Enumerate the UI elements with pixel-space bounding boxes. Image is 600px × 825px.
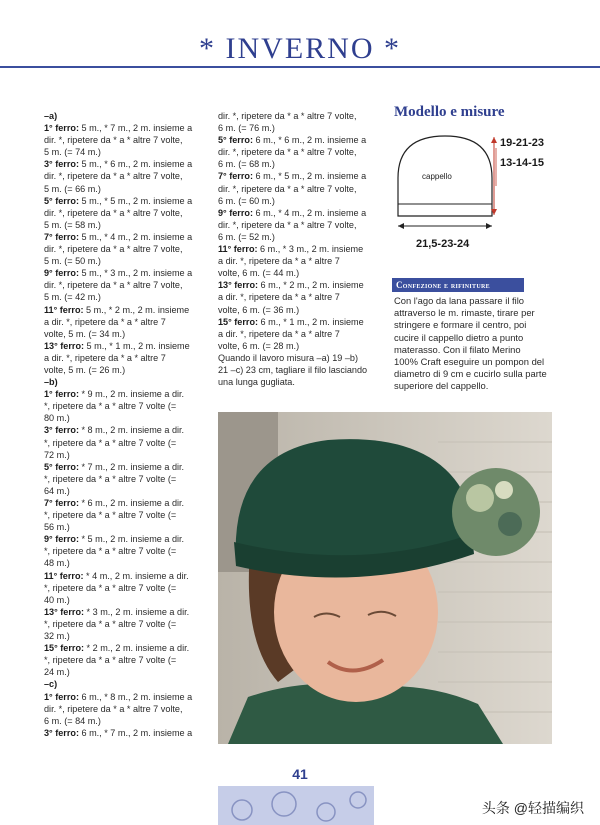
row-label: 13° ferro: — [218, 280, 259, 291]
confezione-line: 100% Craft eseguire un pompon del — [394, 356, 545, 368]
instruction-line — [44, 316, 204, 328]
row-text: 5 m., * 2 m., 2 m. insieme — [83, 304, 190, 315]
instruction-line — [44, 691, 204, 703]
instruction-line — [218, 195, 378, 207]
row-label: 13° ferro: — [44, 606, 85, 617]
instruction-line — [44, 183, 204, 195]
instruction-line — [218, 134, 378, 146]
row-label: 5° ferro: — [218, 135, 253, 146]
instruction-line — [218, 267, 378, 279]
row-text: 5 m., * 4 m., 2 m. insieme a — [78, 231, 193, 242]
row-label: 13° ferro: — [44, 340, 85, 351]
height-arrow-top-head — [491, 137, 497, 143]
row-text: una lunga gugliata. — [218, 377, 295, 388]
row-label: 5° ferro: — [44, 195, 79, 206]
row-text: 24 m.) — [44, 667, 70, 678]
instruction-line — [218, 376, 378, 388]
confezione-line: diametro di 9 cm e cucirlo sulla parte — [394, 368, 547, 380]
row-label: 9° ferro: — [44, 268, 79, 279]
row-text: dir. *, ripetere da * a * altre 7 volte, — [218, 147, 357, 158]
instruction-line — [44, 231, 204, 243]
row-text: * 9 m., 2 m. insieme a dir. — [78, 389, 185, 400]
row-label: 9° ferro: — [44, 534, 79, 545]
row-text: 5 m., * 3 m., 2 m. insieme a — [78, 268, 193, 279]
confezione-line: Con l'ago da lana passare il filo — [394, 295, 524, 306]
row-text: Quando il lavoro misura –a) 19 –b) — [218, 352, 359, 363]
row-text: –c) — [44, 679, 58, 690]
row-text: 6 m., * 6 m., 2 m. insieme a — [252, 135, 367, 146]
row-label: 3° ferro: — [44, 159, 79, 170]
instruction-line — [44, 122, 204, 134]
confezione-line: stringere e formare il centro, poi — [394, 319, 527, 331]
instruction-line — [44, 388, 204, 400]
row-text: 6 m., * 1 m., 2 m. insieme — [258, 316, 364, 327]
row-text: *, ripetere da * a * altre 7 volte (= — [44, 618, 177, 629]
row-text: dir. *, ripetere da * a * altre 7 volte, — [218, 111, 357, 121]
instruction-line — [44, 618, 204, 630]
row-text: a dir. *, ripetere da * a * altre 7 — [218, 256, 340, 267]
row-text: volte, 5 m. (= 26 m.) — [44, 364, 126, 375]
row-text: *, ripetere da * a * altre 7 volte (= — [44, 401, 177, 412]
row-text: dir. *, ripetere da * a * altre 7 volte, — [44, 280, 183, 291]
row-text: * 6 m., 2 m. insieme a dir. — [78, 498, 185, 508]
row-text: 6 m. (= 60 m.) — [218, 195, 275, 206]
instruction-line — [44, 461, 204, 473]
instruction-line — [44, 243, 204, 255]
confezione-line: cucire il cappello dietro a punto — [394, 331, 524, 343]
instruction-line — [218, 364, 378, 376]
instruction-line — [44, 424, 204, 436]
instruction-line — [44, 364, 204, 376]
row-text: *, ripetere da * a * altre 7 volte (= — [44, 437, 177, 448]
row-text: * 4 m., 2 m. insieme a dir. — [83, 570, 189, 581]
instruction-line — [44, 400, 204, 412]
instruction-line — [44, 352, 204, 364]
instruction-line — [44, 340, 204, 352]
instruction-line — [44, 557, 204, 569]
instruction-line — [44, 727, 204, 739]
instruction-line — [218, 110, 378, 122]
instruction-line — [44, 485, 204, 497]
instruction-line — [44, 521, 204, 533]
instruction-line — [44, 666, 204, 678]
instruction-line — [44, 642, 204, 654]
instruction-line — [218, 207, 378, 219]
instruction-line — [44, 473, 204, 485]
row-text: 6 m. (= 84 m.) — [44, 715, 101, 726]
header-divider — [0, 66, 600, 68]
row-text: 6 m., * 2 m., 2 m. insieme — [258, 280, 364, 291]
row-text: a dir. *, ripetere da * a * altre 7 — [44, 352, 166, 363]
instruction-line — [44, 678, 204, 690]
row-text: –b) — [44, 377, 58, 388]
row-text: 6 m., * 7 m., 2 m. insieme a — [78, 727, 193, 738]
instruction-line — [44, 195, 204, 207]
row-text: volte, 6 m. (= 28 m.) — [218, 340, 300, 351]
confezione-text — [394, 295, 556, 393]
instruction-line — [218, 304, 378, 316]
row-text: * 3 m., 2 m. insieme a dir. — [84, 606, 190, 617]
row-text: 5 m. (= 50 m.) — [44, 256, 101, 267]
page-number: 41 — [292, 766, 308, 782]
width-arrow-left-head — [398, 223, 404, 229]
row-text: 5 m. (= 74 m.) — [44, 147, 101, 158]
row-text: 5 m. (= 66 m.) — [44, 183, 101, 194]
instruction-line — [44, 304, 204, 316]
row-text: dir. *, ripetere da * a * altre 7 volte, — [44, 207, 183, 218]
row-text: 48 m.) — [44, 558, 70, 569]
instruction-line — [44, 630, 204, 642]
footer-pattern — [218, 786, 374, 825]
row-text: 6 m. (= 76 m.) — [218, 123, 275, 134]
row-label: 7° ferro: — [44, 231, 79, 242]
confezione-heading: Confezione e rifiniture — [392, 278, 524, 292]
row-text: volte, 6 m. (= 44 m.) — [218, 268, 300, 279]
row-text: 5 m. (= 58 m.) — [44, 219, 101, 230]
instruction-line — [44, 219, 204, 231]
instruction-line — [218, 291, 378, 303]
row-text: * 7 m., 2 m. insieme a dir. — [78, 461, 185, 472]
row-text: 21 –c) 23 cm, tagliare il filo lasciando — [218, 364, 368, 375]
instructions-column-2 — [218, 110, 378, 388]
instruction-line — [44, 654, 204, 666]
instructions-column-1 — [44, 110, 204, 739]
footer-decoration — [218, 786, 374, 825]
row-text: dir. *, ripetere da * a * altre 7 volte, — [218, 183, 357, 194]
instruction-line — [44, 146, 204, 158]
row-text: *, ripetere da * a * altre 7 volte (= — [44, 582, 177, 593]
row-label: 3° ferro: — [44, 425, 79, 436]
instruction-line — [44, 545, 204, 557]
instruction-line — [218, 183, 378, 195]
child-hat-photo — [218, 412, 552, 744]
instruction-line — [44, 279, 204, 291]
instruction-line — [218, 255, 378, 267]
row-text: * 5 m., 2 m. insieme a dir. — [78, 534, 185, 545]
row-label: 5° ferro: — [44, 461, 79, 472]
row-text: 6 m., * 8 m., 2 m. insieme a — [78, 691, 193, 702]
instruction-line — [44, 291, 204, 303]
row-label: 3° ferro: — [44, 727, 79, 738]
row-label: 1° ferro: — [44, 389, 79, 400]
row-label: 7° ferro: — [44, 498, 79, 508]
row-text: volte, 6 m. (= 36 m.) — [218, 304, 300, 315]
row-text: 80 m.) — [44, 413, 70, 424]
instruction-line — [44, 570, 204, 582]
row-label: 15° ferro: — [44, 643, 85, 654]
instruction-line — [44, 437, 204, 449]
instruction-line — [44, 255, 204, 267]
confezione-line: superiore del cappello. — [394, 380, 489, 392]
row-text: a dir. *, ripetere da * a * altre 7 — [218, 328, 340, 339]
row-text: 64 m.) — [44, 485, 70, 496]
instruction-line — [218, 146, 378, 158]
instruction-line — [218, 170, 378, 182]
width-arrow-right-head — [486, 223, 492, 229]
row-text: *, ripetere da * a * altre 7 volte (= — [44, 473, 177, 484]
instruction-line — [218, 316, 378, 328]
instruction-line — [44, 509, 204, 521]
instruction-line — [44, 497, 204, 509]
row-text: –a) — [44, 111, 58, 121]
row-text: volte, 5 m. (= 34 m.) — [44, 328, 126, 339]
instruction-line — [218, 219, 378, 231]
instruction-line — [218, 243, 378, 255]
row-text: 5 m. (= 42 m.) — [44, 292, 101, 303]
row-text: 40 m.) — [44, 594, 70, 605]
height-total-measure: 19-21-23 — [500, 137, 545, 149]
hat-label: cappello — [422, 172, 452, 181]
instruction-line — [44, 703, 204, 715]
row-text: *, ripetere da * a * altre 7 volte (= — [44, 546, 177, 557]
row-text: dir. *, ripetere da * a * altre 7 volte, — [218, 219, 357, 230]
confezione-line: attraverso le m. rimaste, tirare per — [394, 307, 535, 319]
row-label: 7° ferro: — [218, 171, 253, 182]
row-text: 5 m., * 5 m., 2 m. insieme a — [78, 195, 193, 206]
instruction-line — [218, 279, 378, 291]
instruction-line — [44, 715, 204, 727]
instruction-line — [44, 606, 204, 618]
page-title: * INVERNO * — [199, 32, 401, 65]
instruction-line — [44, 449, 204, 461]
row-text: 5 m., * 1 m., 2 m. insieme — [84, 340, 190, 351]
row-label: 11° ferro: — [44, 570, 84, 581]
instruction-line — [218, 340, 378, 352]
instruction-line — [44, 594, 204, 606]
row-text: dir. *, ripetere da * a * altre 7 volte, — [44, 244, 183, 255]
row-label: 15° ferro: — [218, 316, 259, 327]
row-text: dir. *, ripetere da * a * altre 7 volte, — [44, 135, 183, 146]
row-text: 6 m. (= 52 m.) — [218, 231, 275, 242]
row-text: * 8 m., 2 m. insieme a dir. — [78, 425, 185, 436]
width-measure: 21,5-23-24 — [416, 238, 470, 250]
instruction-line — [44, 533, 204, 545]
instruction-line — [218, 231, 378, 243]
row-text: 5 m., * 7 m., 2 m. insieme a — [78, 123, 193, 134]
watermark: 头条 @轻描编织 — [481, 800, 584, 816]
row-text: 32 m.) — [44, 631, 70, 642]
row-text: 6 m., * 3 m., 2 m. insieme — [257, 244, 364, 255]
instruction-line — [218, 158, 378, 170]
row-text: * 2 m., 2 m. insieme a dir. — [84, 643, 190, 654]
row-text: dir. *, ripetere da * a * altre 7 volte, — [44, 171, 183, 182]
instruction-line — [44, 376, 204, 388]
instruction-line — [44, 328, 204, 340]
instruction-line — [218, 122, 378, 134]
instruction-line — [44, 170, 204, 182]
instruction-line — [44, 207, 204, 219]
row-text: a dir. *, ripetere da * a * altre 7 — [218, 292, 340, 303]
row-text: 6 m., * 4 m., 2 m. insieme a — [252, 207, 367, 218]
diagram-title: Modello e misure — [394, 104, 505, 120]
row-label: 1° ferro: — [44, 123, 79, 134]
row-text: dir. *, ripetere da * a * altre 7 volte, — [44, 703, 183, 714]
instruction-line — [44, 267, 204, 279]
row-text: 72 m.) — [44, 449, 70, 460]
row-text: 6 m. (= 68 m.) — [218, 159, 275, 170]
height-part-measure: 13-14-15 — [500, 157, 545, 169]
instruction-line — [44, 110, 204, 122]
row-label: 11° ferro: — [218, 244, 258, 255]
row-text: *, ripetere da * a * altre 7 volte (= — [44, 655, 177, 666]
confezione-line: materasso. Con il filato Merino — [394, 343, 521, 355]
row-text: a dir. *, ripetere da * a * altre 7 — [44, 316, 166, 327]
instruction-line — [44, 134, 204, 146]
instruction-line — [218, 352, 378, 364]
instruction-line — [44, 412, 204, 424]
instruction-line — [44, 158, 204, 170]
row-label: 1° ferro: — [44, 691, 79, 702]
row-text: *, ripetere da * a * altre 7 volte (= — [44, 510, 177, 521]
instruction-line — [218, 328, 378, 340]
row-text: 5 m., * 6 m., 2 m. insieme a — [78, 159, 193, 170]
row-text: 56 m.) — [44, 522, 70, 533]
instruction-line — [44, 582, 204, 594]
row-label: 11° ferro: — [44, 304, 84, 315]
row-label: 9° ferro: — [218, 207, 253, 218]
row-text: 6 m., * 5 m., 2 m. insieme a — [252, 171, 367, 182]
pompon — [452, 468, 540, 556]
